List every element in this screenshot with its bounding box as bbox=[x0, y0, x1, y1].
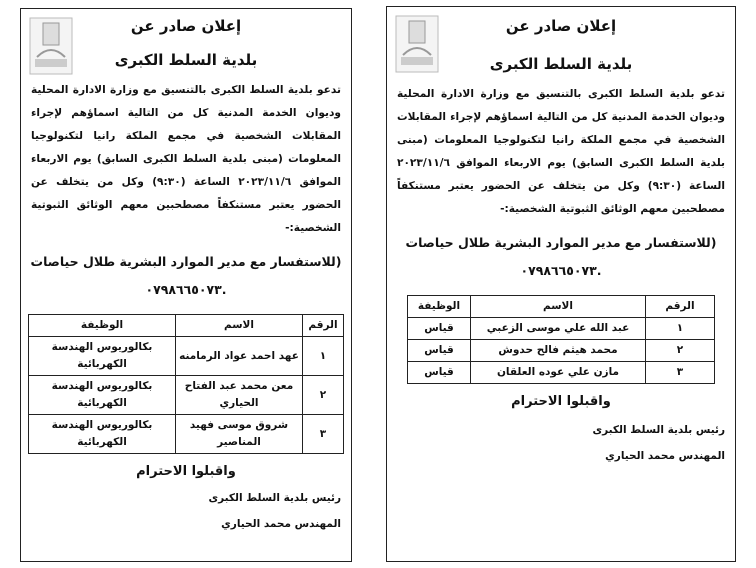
signature-name: المهندس محمد الحياري bbox=[605, 450, 725, 462]
header-number: الرقم bbox=[303, 315, 344, 337]
contact-phone: .٠٧٩٨٦٦٥٠٧٣ bbox=[145, 282, 227, 297]
header-job: الوظيفة bbox=[408, 296, 471, 318]
candidates-table bbox=[28, 314, 344, 454]
row-name: مازن علي عوده العلقان bbox=[471, 362, 646, 384]
table-row bbox=[408, 362, 715, 384]
notice-body: تدعو بلدية السلط الكبرى بالتنسيق مع وزارة الادارة المحلية وديوان الخدمة المدنية كل من التالية اسماؤهم لإجراء المقابلات الشخصية في مجمع الملكة رانيا لتكنولوجيا المعلومات (مبنى بلدية السلط الكبرى السابق) يوم الاربعاء الموافق ٢٠٢٣/١١/٦ الساعة (٩:٣٠) وكل من يتخلف عن الحضور يعتبر مستنكفاً مصطحبين معهم الوثائق الثبوتية الشخصية:- bbox=[31, 84, 341, 234]
table-row bbox=[408, 318, 715, 340]
row-name: عهد احمد عواد الرمامنه bbox=[176, 337, 303, 376]
municipality-logo bbox=[29, 17, 73, 75]
signature-title: رئيس بلدية السلط الكبرى bbox=[592, 424, 725, 436]
row-job: بكالوريوس الهندسة الكهربائية bbox=[29, 376, 176, 415]
contact-info bbox=[21, 248, 351, 304]
contact-line: (للاستفسار مع مدير الموارد البشرية طلال حياصات bbox=[30, 254, 342, 269]
closing-text: واقبلوا الاحترام bbox=[511, 394, 611, 409]
table-row bbox=[29, 337, 344, 376]
notice-body: تدعو بلدية السلط الكبرى بالتنسيق مع وزارة الادارة المحلية وديوان الخدمة المدنية كل من التالية اسماؤهم لإجراء المقابلات الشخصية في مجمع الملكة رانيا لتكنولوجيا المعلومات (مبنى بلدية السلط الكبرى السابق) يوم الاربعاء الموافق ٢٠٢٣/١١/٦ الساعة (٩:٣٠) وكل من يتخلف عن الحضور يعتبر مستنكفاً مصطحبين معهم الوثائق الثبوتية الشخصية:- bbox=[397, 88, 725, 215]
notice-header-line1: إعلان صادر عن bbox=[130, 17, 242, 35]
row-name: عبد الله علي موسى الزعبي bbox=[471, 318, 646, 340]
contact-info bbox=[387, 229, 735, 285]
header-job: الوظيفة bbox=[29, 315, 176, 337]
row-job: قياس bbox=[408, 318, 471, 340]
notice-header-line1: إعلان صادر عن bbox=[505, 17, 617, 35]
row-job: بكالوريوس الهندسة الكهربائية bbox=[29, 415, 176, 454]
row-name: محمد هيثم فالح حدوش bbox=[471, 340, 646, 362]
row-number: ٢ bbox=[303, 376, 344, 415]
table-row bbox=[29, 376, 344, 415]
table-row bbox=[29, 415, 344, 454]
contact-line: (للاستفسار مع مدير الموارد البشرية طلال حياصات bbox=[405, 235, 717, 250]
table-header-row bbox=[408, 296, 715, 318]
row-number: ١ bbox=[646, 318, 715, 340]
row-job: قياس bbox=[408, 362, 471, 384]
header-name: الاسم bbox=[471, 296, 646, 318]
row-number: ٣ bbox=[303, 415, 344, 454]
notice-header-line2: بلدية السلط الكبرى bbox=[114, 51, 258, 69]
header-name: الاسم bbox=[176, 315, 303, 337]
signature-title: رئيس بلدية السلط الكبرى bbox=[208, 492, 341, 504]
notice-left bbox=[20, 8, 352, 562]
table-row bbox=[408, 340, 715, 362]
row-name: معن محمد عبد الفتاح الحياري bbox=[176, 376, 303, 415]
closing-text: واقبلوا الاحترام bbox=[136, 464, 236, 479]
signature-name: المهندس محمد الحياري bbox=[221, 518, 341, 530]
notice-right bbox=[386, 6, 736, 562]
header-number: الرقم bbox=[646, 296, 715, 318]
row-job: بكالوريوس الهندسة الكهربائية bbox=[29, 337, 176, 376]
row-number: ١ bbox=[303, 337, 344, 376]
row-job: قياس bbox=[408, 340, 471, 362]
row-number: ٢ bbox=[646, 340, 715, 362]
notice-header-line2: بلدية السلط الكبرى bbox=[489, 55, 633, 73]
candidates-table bbox=[407, 295, 715, 384]
row-number: ٣ bbox=[646, 362, 715, 384]
row-name: شروق موسى فهيد المناصير bbox=[176, 415, 303, 454]
municipality-logo bbox=[395, 15, 439, 73]
contact-phone: .٠٧٩٨٦٦٥٠٧٣ bbox=[520, 263, 602, 278]
table-header-row bbox=[29, 315, 344, 337]
